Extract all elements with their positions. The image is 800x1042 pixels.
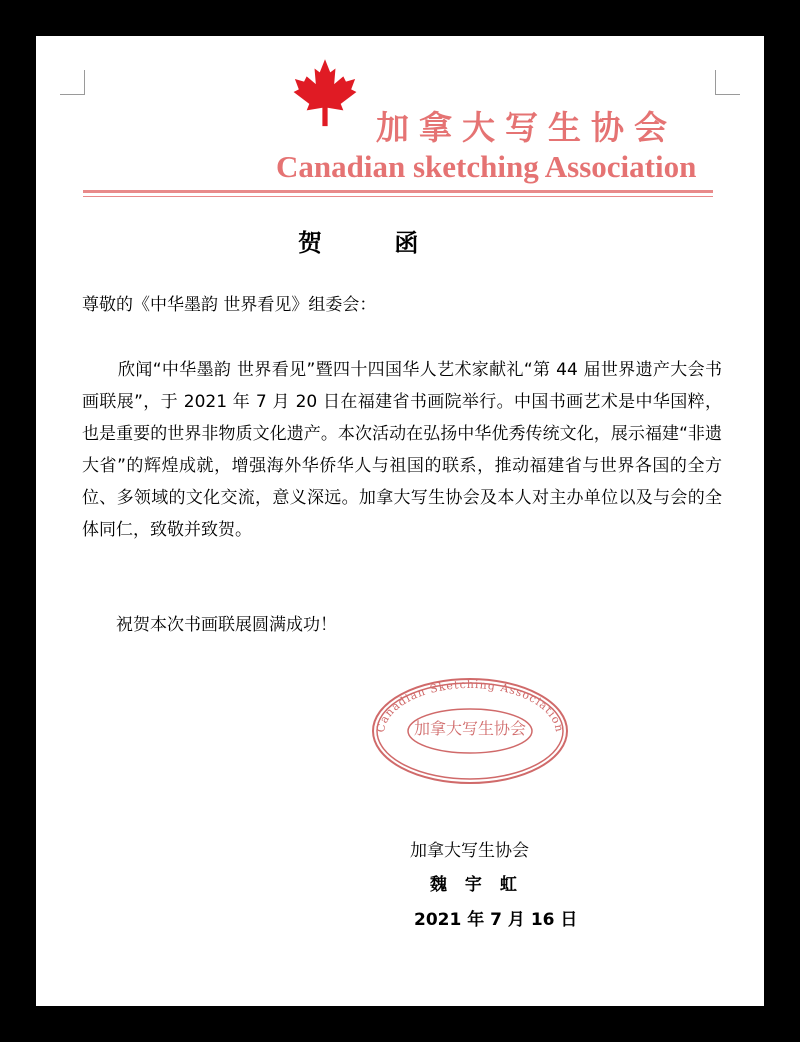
org-name-en: Canadian sketching Association: [276, 149, 697, 184]
salutation: 尊敬的《中华墨韵 世界看见》组委会：: [82, 295, 377, 315]
letter-page: [36, 36, 764, 1006]
letter-title: 贺 函: [298, 229, 451, 257]
seal-outer-text: Canadian Sketching Association: [373, 677, 567, 734]
maple-leaf-icon: [292, 58, 358, 130]
signature-organization: 加拿大写生协会: [410, 841, 529, 861]
header-divider-thick: [83, 190, 713, 193]
page-corner-mark-right: [715, 70, 740, 95]
org-name-cn: 加拿大写生协会: [376, 108, 677, 147]
letter-body: 欣闻“中华墨韵 世界看见”暨四十四国华人艺术家献礼“第 44 届世界遗产大会书画联展”，于 2021 年 7 月 20 日在福建省书画院举行。中国书画艺术是中华国粹，也是重要的世界非物质文化遗产。本次活动在弘扬中华优秀传统文化，展示福建“非遗大省”的辉煌成就，增强海外华侨华人与祖国的联系，推动福建省与世界各国的全方位、多领域的文化交流，意义深远。加拿大写生协会及本人对主办单位以及与会的全体同仁，致敬并致贺。: [82, 360, 722, 540]
page-corner-mark-left: [60, 70, 85, 95]
signature-name: 魏 宇 虹: [430, 875, 523, 895]
signature-date: 2021 年 7 月 16 日: [414, 910, 578, 930]
seal-inner-text: 加拿大写生协会: [413, 719, 526, 738]
closing-wish: 祝贺本次书画联展圆满成功！: [116, 615, 337, 635]
header-divider-thin: [83, 196, 713, 197]
